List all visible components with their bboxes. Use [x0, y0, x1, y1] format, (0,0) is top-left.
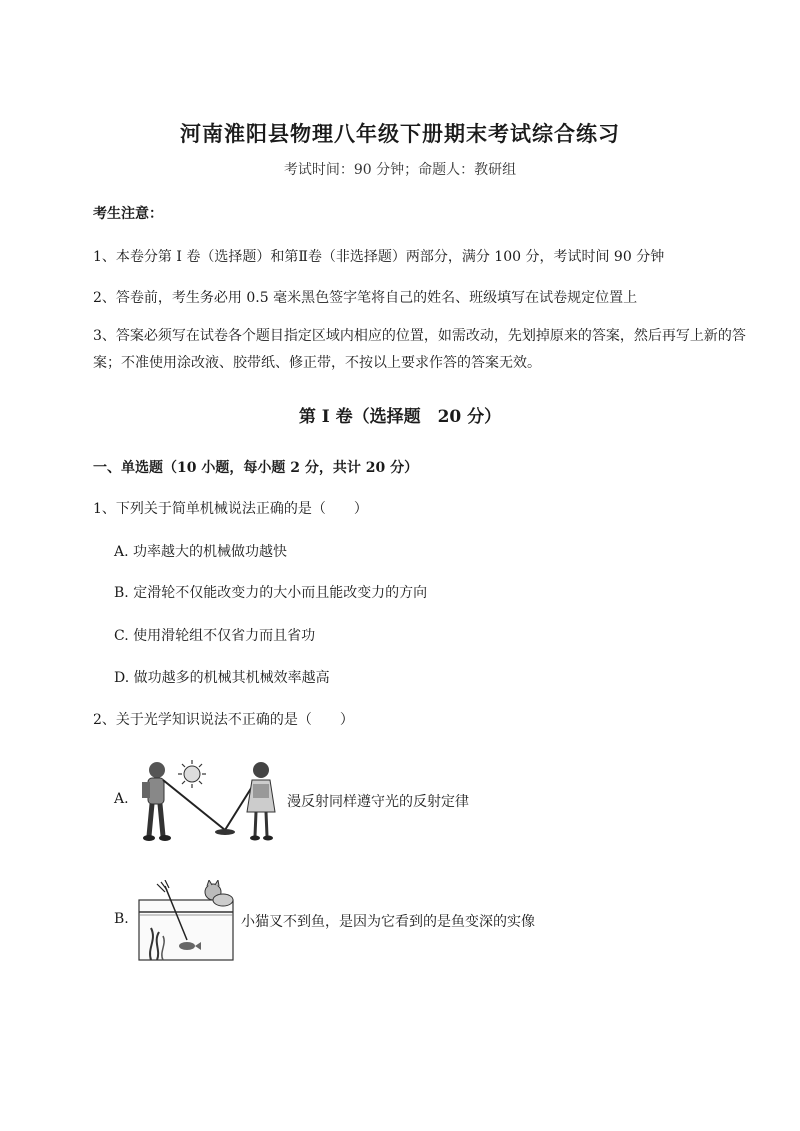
question-2-stem: 2、关于光学知识说法不正确的是（ ） — [93, 712, 354, 728]
question-1-stem: 1、下列关于简单机械说法正确的是（ ） — [93, 501, 368, 517]
question-2-option-a-letter[interactable]: A. — [114, 791, 129, 807]
exam-info: 考试时间：90 分钟；命题人：教研组 — [283, 162, 517, 178]
question-2-option-a-text[interactable]: 漫反射同样遵守光的反射定律 — [287, 794, 469, 810]
diffuse-reflection-illustration — [137, 758, 282, 843]
question-2-option-b-letter[interactable]: B. — [114, 911, 129, 927]
question-1-option-d[interactable]: D. 做功越多的机械其机械效率越高 — [114, 670, 330, 686]
question-1-option-c[interactable]: C. 使用滑轮组不仅省力而且省功 — [114, 628, 316, 644]
question-2-option-b-text[interactable]: 小猫叉不到鱼，是因为它看到的是鱼变深的实像 — [241, 914, 535, 930]
question-1-option-b[interactable]: B. 定滑轮不仅能改变力的大小而且能改变力的方向 — [114, 585, 428, 601]
notice-heading: 考生注意： — [93, 206, 163, 222]
part-heading: 一、单选题（10 小题，每小题 2 分，共计 20 分） — [93, 460, 419, 476]
cat-fishing-illustration — [137, 880, 235, 962]
notice-item-1: 1、本卷分第 I 卷（选择题）和第Ⅱ卷（非选择题）两部分，满分 100 分，考试时间 90 分钟 — [93, 249, 665, 265]
notice-item-3: 3、答案必须写在试卷各个题目指定区域内相应的位置，如需改动，先划掉原来的答案，然后再写上新的答案；不准使用涂改液、胶带纸、修正带，不按以上要求作答的答案无效。 — [93, 328, 746, 371]
section-title: 第 I 卷（选择题 20 分） — [298, 407, 502, 427]
notice-item-2: 2、答卷前，考生务必用 0.5 毫米黑色签字笔将自己的姓名、班级填写在试卷规定位置上 — [93, 290, 638, 306]
page-title: 河南淮阳县物理八年级下册期末考试综合练习 — [180, 121, 620, 146]
question-1-option-a[interactable]: A. 功率越大的机械做功越快 — [114, 544, 288, 560]
